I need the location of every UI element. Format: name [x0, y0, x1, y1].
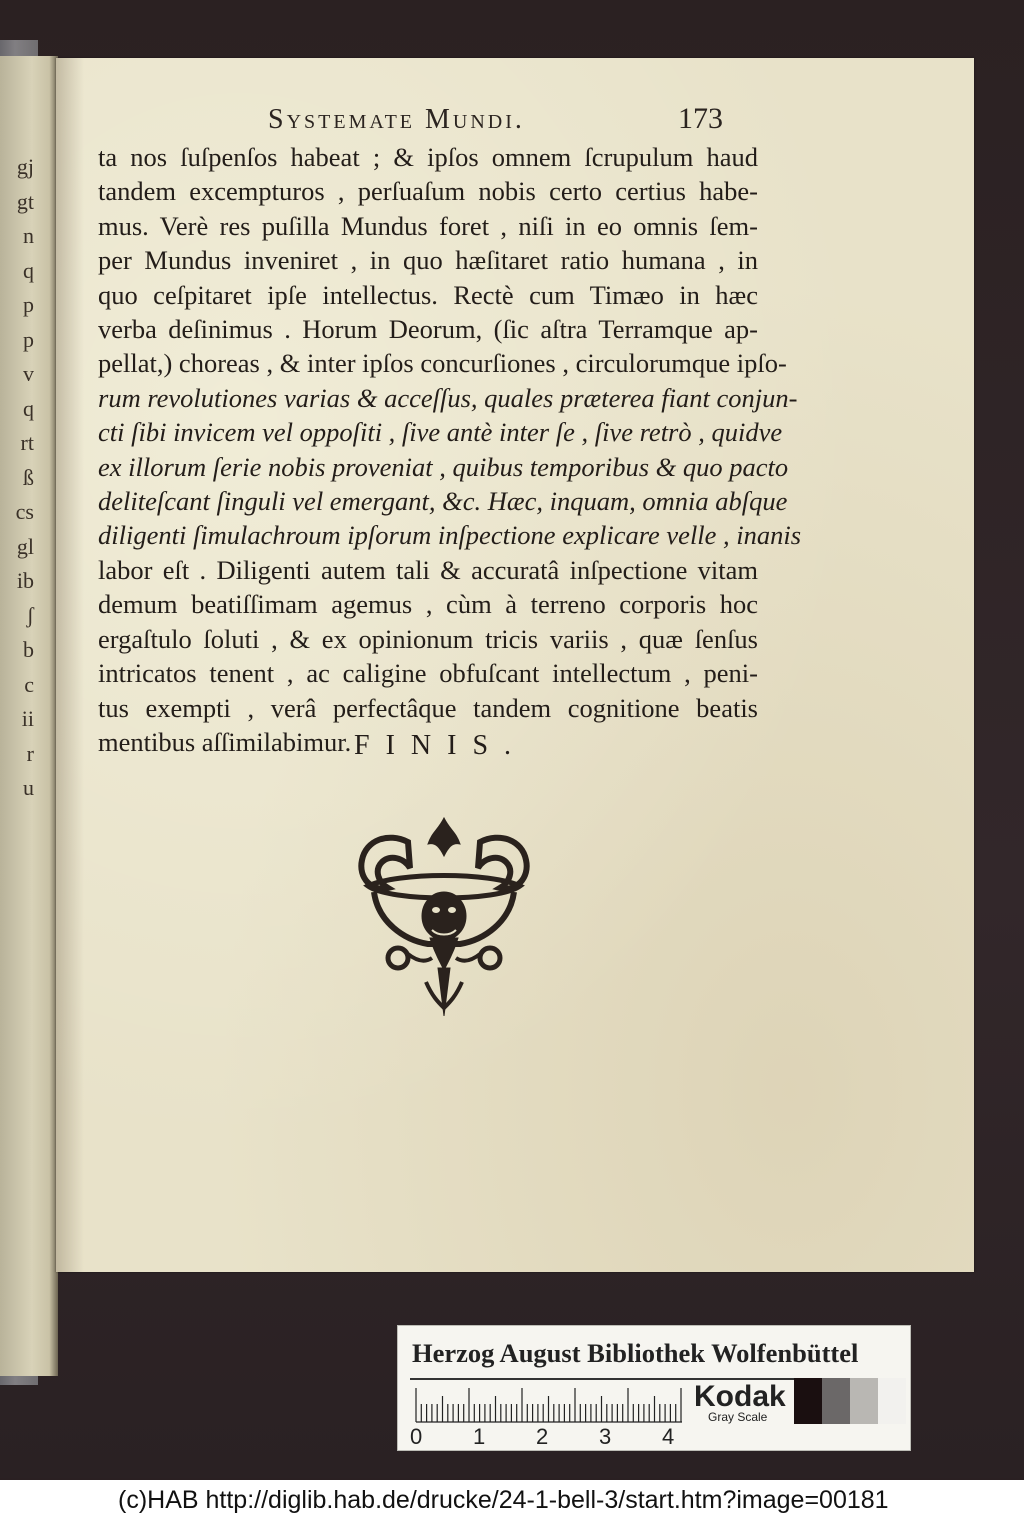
left-page-glyph: gl [16, 533, 34, 559]
text-line: mus. Verè res puſilla Mundus foret , niſi in eo omnis ſem- [98, 210, 758, 241]
left-page-glyph: ib [16, 568, 34, 593]
left-page-glyph: p [23, 292, 34, 317]
left-page-glyph: ii [21, 706, 34, 731]
text-line: intricatos tenent , ac caligine obfuſcant intellectum , peni- [98, 658, 758, 689]
text-line: demum beatiſſimam agemus , cùm à terreno corporis hoc [98, 589, 758, 620]
text-line: cti ſibi invicem vel oppoſiti , ſive antè inter ſe , ſive retrò , quidve [98, 417, 783, 448]
text-line: verba deſinimus . Horum Deorum, (ſic aſtra Terramque ap- [98, 314, 758, 345]
library-name: Herzog August Bibliothek Wolfenbüttel [412, 1338, 859, 1368]
text-line: ex illorum ſerie nobis proveniat , quibus temporibus & quo pacto [98, 451, 789, 482]
finis-heading: FINIS. [354, 730, 528, 761]
ruler-scale-icon [412, 1382, 688, 1426]
left-page-glyph: n [23, 223, 34, 248]
body-text [98, 140, 802, 759]
text-line: diligenti ſimulachroum ipſorum inſpectione explicare velle , inanis [98, 520, 802, 551]
text-line: labor eſt . Diligenti autem tali & accuratâ inſpectione vitam [98, 554, 758, 585]
left-page-glyph: gj [16, 154, 34, 179]
left-page-glyph: c [24, 671, 34, 697]
kodak-gray-scale-label: Gray Scale [708, 1410, 768, 1424]
page-number: 173 [678, 102, 723, 135]
ruler-number: 4 [662, 1424, 675, 1449]
left-page-glyph: cs [15, 499, 34, 524]
page-fold-shadow [56, 58, 84, 1272]
text-line: tandem excempturos , perſuaſum nobis certo certius habe- [98, 176, 758, 207]
left-page-glyph: ʃ [26, 602, 34, 628]
gray-patch [794, 1378, 822, 1424]
text-line: pellat,) choreas , & inter ipſos concurſiones , circulorumque ipſo- [98, 348, 787, 379]
text-line: quo ceſpitaret ipſe intellectus. Rectè cum Timæo in hæc [98, 279, 758, 310]
left-page-glyph: p [23, 326, 34, 352]
left-page-glyph: ß [23, 464, 34, 490]
left-page-glyph: q [23, 395, 34, 421]
ruler-number: 1 [473, 1424, 486, 1449]
kodak-logo: Kodak [694, 1380, 786, 1413]
left-page-glyph: u [23, 775, 34, 800]
ruler-number: 0 [410, 1424, 423, 1449]
left-page-glyph: r [26, 740, 34, 766]
left-page-glyph: v [23, 361, 34, 386]
gray-patch [822, 1378, 850, 1424]
ruler-number: 2 [536, 1424, 549, 1449]
footer-bar [0, 1480, 1024, 1525]
text-line: mentibus aſſimilabimur. [98, 726, 352, 757]
text-line: ta nos ſuſpenſos habeat ; & ipſos omnem ſcrupulum haud [98, 142, 758, 172]
text-line: ergaſtulo ſoluti , & ex opinionum tricis variis , quæ ſenſus [98, 623, 758, 654]
ruler-number: 3 [599, 1424, 612, 1449]
left-page-glyphs [4, 150, 34, 806]
text-line: tus exempti , verâ perfectâque tandem cognitione beatis [98, 692, 758, 723]
running-head: Systemate Mundi. [268, 104, 525, 135]
mascaron-ornament-icon [348, 812, 540, 1022]
gray-patch [850, 1378, 878, 1424]
gray-patch [878, 1378, 906, 1424]
left-page-glyph: q [23, 257, 34, 283]
library-label-card [397, 1325, 911, 1451]
text-line: deliteſcant ſinguli vel emergant, &c. Hæc, inquam, omnia abſque [98, 486, 788, 517]
text-line: rum revolutiones varias & acceſſus, quales præterea fiant conjun- [98, 382, 798, 413]
left-page-glyph: rt [20, 430, 34, 455]
left-page-glyph: gt [16, 188, 34, 214]
text-line: per Mundus inveniret , in quo hæſitaret ratio humana , in [98, 245, 758, 276]
source-url-text: (c)HAB http://diglib.hab.de/drucke/24-1-bell-3/start.htm?image=00181 [118, 1486, 889, 1514]
left-page-glyph: b [23, 637, 34, 662]
